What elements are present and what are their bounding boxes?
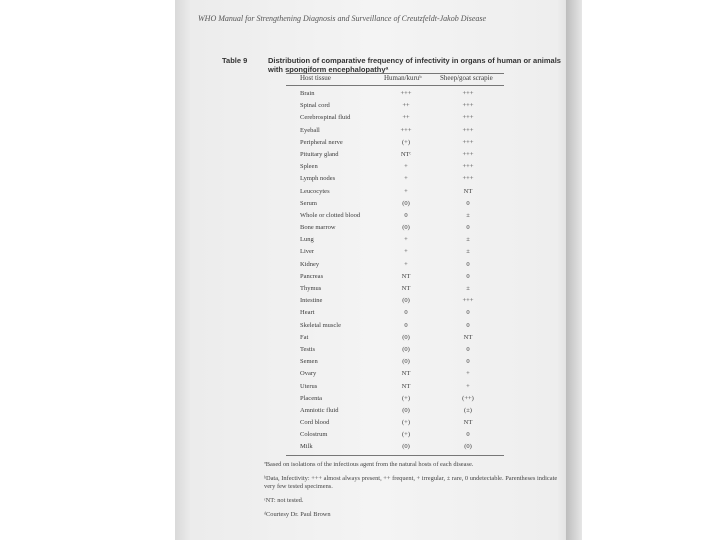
host-tissue-cell: Cerebrospinal fluid: [300, 114, 351, 122]
column-header-sheep: Sheep/goat scrapie: [440, 74, 493, 82]
sheep-scrapie-cell: NT: [463, 333, 473, 341]
sheep-scrapie-cell: +++: [462, 150, 474, 158]
page-edge-shadow: [566, 0, 582, 540]
human-kuru-cell: (0): [402, 333, 410, 341]
sheep-scrapie-cell: 0: [466, 358, 470, 366]
human-kuru-cell: (0): [402, 224, 410, 232]
table-row: [300, 368, 510, 380]
sheep-scrapie-cell: 0: [466, 309, 470, 317]
column-header-host-tissue: Host tissue: [300, 74, 331, 82]
human-kuru-cell: (0): [402, 199, 410, 207]
table-row: [300, 222, 510, 234]
human-kuru-cell: 0: [404, 321, 408, 329]
table-row: [300, 393, 510, 405]
table-row: [300, 173, 510, 185]
host-tissue-cell: Spleen: [300, 163, 318, 171]
host-tissue-cell: Pancreas: [300, 272, 324, 280]
table-row: [300, 320, 510, 332]
sheep-scrapie-cell: (++): [462, 394, 474, 402]
host-tissue-cell: Peripheral nerve: [300, 138, 343, 146]
sheep-scrapie-cell: +++: [462, 114, 474, 122]
host-tissue-cell: Ovary: [300, 370, 317, 378]
host-tissue-cell: Lymph nodes: [300, 175, 336, 183]
footnote-d: ᵈCourtesy Dr. Paul Brown: [264, 511, 331, 518]
table-row: [300, 295, 510, 307]
sheep-scrapie-cell: +++: [462, 90, 474, 97]
human-kuru-cell: NT: [401, 370, 411, 378]
host-tissue-cell: Cord blood: [300, 419, 330, 427]
table-row: [300, 283, 510, 295]
table-row: [300, 125, 510, 137]
human-kuru-cell: +: [404, 187, 408, 195]
table-row: [300, 405, 510, 417]
human-kuru-cell: (0): [402, 345, 410, 353]
footnotes: [264, 461, 570, 525]
table-row: [300, 332, 510, 344]
sheep-scrapie-cell: 0: [466, 199, 470, 207]
column-header-human: Human/kuruᵇ: [384, 74, 422, 82]
sheep-scrapie-cell: (±): [464, 406, 472, 414]
host-tissue-cell: Pituitary gland: [300, 150, 339, 158]
human-kuru-cell: NT: [401, 272, 411, 280]
host-tissue-cell: Spinal cord: [300, 102, 330, 110]
human-kuru-cell: (0): [402, 406, 410, 414]
table-row: [300, 198, 510, 210]
human-kuru-cell: (0): [402, 443, 410, 451]
table-number: Table 9: [222, 56, 248, 65]
sheep-scrapie-cell: +++: [462, 175, 474, 183]
footnote-a: ªBased on isolations of the infectious agent from the natural hosts of each disease.: [264, 461, 474, 468]
host-tissue-cell: Fat: [300, 333, 309, 341]
table-row: [300, 88, 510, 100]
table-row: [300, 259, 510, 271]
host-tissue-cell: Liver: [300, 248, 315, 256]
table-row: [300, 307, 510, 319]
sheep-scrapie-cell: 0: [466, 224, 470, 232]
sheep-scrapie-cell: 0: [466, 260, 470, 268]
human-kuru-cell: +: [404, 248, 408, 256]
human-kuru-cell: (+): [402, 138, 410, 146]
table-bottom-rule: [286, 455, 504, 456]
table-row: [300, 417, 510, 429]
table-header-rule: [286, 85, 504, 86]
human-kuru-cell: NT: [401, 285, 411, 292]
host-tissue-cell: Intestine: [300, 297, 323, 305]
human-kuru-cell: 0: [404, 211, 408, 219]
host-tissue-cell: Serum: [300, 199, 317, 207]
host-tissue-cell: Leucocytes: [300, 187, 330, 195]
host-tissue-cell: Bone marrow: [300, 224, 336, 232]
human-kuru-cell: +: [404, 175, 408, 183]
sheep-scrapie-cell: NT: [463, 419, 473, 427]
sheep-scrapie-cell: ±: [466, 285, 470, 292]
sheep-scrapie-cell: NT: [463, 187, 473, 195]
host-tissue-cell: Testis: [300, 345, 316, 353]
human-kuru-cell: +: [404, 260, 408, 268]
table-row: [300, 429, 510, 441]
host-tissue-cell: Brain: [300, 90, 315, 97]
sheep-scrapie-cell: +++: [462, 102, 474, 110]
host-tissue-cell: Colostrum: [300, 431, 328, 439]
host-tissue-cell: Whole or clotted blood: [300, 211, 361, 219]
table-row: [300, 344, 510, 356]
host-tissue-cell: Amniotic fluid: [300, 406, 339, 414]
human-kuru-cell: (0): [402, 297, 410, 305]
human-kuru-cell: +: [404, 236, 408, 244]
sheep-scrapie-cell: +++: [462, 163, 474, 171]
host-tissue-cell: Kidney: [300, 260, 320, 268]
sheep-scrapie-cell: (0): [464, 443, 472, 451]
human-kuru-cell: ++: [402, 114, 410, 122]
table-row: [300, 246, 510, 258]
host-tissue-cell: Milk: [300, 443, 313, 451]
human-kuru-cell: (+): [402, 419, 410, 427]
human-kuru-cell: NTᶜ: [400, 150, 412, 158]
human-kuru-cell: NT: [401, 382, 411, 390]
host-tissue-cell: Skeletal muscle: [300, 321, 341, 329]
sheep-scrapie-cell: 0: [466, 345, 470, 353]
table-row: [300, 100, 510, 112]
table-row: [300, 234, 510, 246]
sheep-scrapie-cell: +++: [462, 138, 474, 146]
human-kuru-cell: +++: [400, 126, 412, 134]
table-row: [300, 381, 510, 393]
host-tissue-cell: Eyeball: [300, 126, 320, 134]
human-kuru-cell: (0): [402, 358, 410, 366]
table-row: [300, 186, 510, 198]
host-tissue-cell: Thymus: [300, 285, 322, 292]
human-kuru-cell: (+): [402, 394, 410, 402]
host-tissue-cell: Uterus: [300, 382, 318, 390]
human-kuru-cell: ++: [402, 102, 410, 110]
running-header: WHO Manual for Strengthening Diagnosis and Surveillance of Creutzfeldt-Jakob Disease: [198, 14, 487, 23]
host-tissue-cell: Heart: [300, 309, 315, 317]
host-tissue-cell: Semen: [300, 358, 318, 366]
footnote-b: ᵇData, Infectivity: +++ almost always present, ++ frequent, + irregular, ± rare, 0 undetectable. Parentheses indicate very few tested specimens.: [264, 475, 558, 490]
table-row: [300, 356, 510, 368]
sheep-scrapie-cell: +: [466, 370, 470, 378]
host-tissue-cell: Placenta: [300, 394, 323, 402]
sheep-scrapie-cell: +: [466, 382, 470, 390]
table-row: [300, 149, 510, 161]
sheep-scrapie-cell: 0: [466, 431, 470, 439]
sheep-scrapie-cell: 0: [466, 321, 470, 329]
host-tissue-cell: Lung: [300, 236, 314, 244]
sheep-scrapie-cell: ±: [466, 236, 470, 244]
table-row: [300, 210, 510, 222]
human-kuru-cell: +++: [400, 90, 412, 97]
table-row: [300, 137, 510, 149]
table-row: [300, 112, 510, 124]
table-caption: Distribution of comparative frequency of infectivity in organs of human or animals with spongiform encephalopathyª: [268, 56, 561, 74]
sheep-scrapie-cell: +++: [462, 297, 474, 305]
human-kuru-cell: 0: [404, 309, 408, 317]
table-row: [300, 271, 510, 283]
sheep-scrapie-cell: ±: [466, 211, 470, 219]
table-body: [300, 88, 510, 454]
table-row: [300, 441, 510, 453]
sheep-scrapie-cell: ±: [466, 248, 470, 256]
human-kuru-cell: +: [404, 163, 408, 171]
table-row: [300, 161, 510, 173]
footnote-c: ᶜNT: not tested.: [264, 497, 304, 504]
human-kuru-cell: (+): [402, 431, 410, 439]
sheep-scrapie-cell: +++: [462, 126, 474, 134]
sheep-scrapie-cell: 0: [466, 272, 470, 280]
